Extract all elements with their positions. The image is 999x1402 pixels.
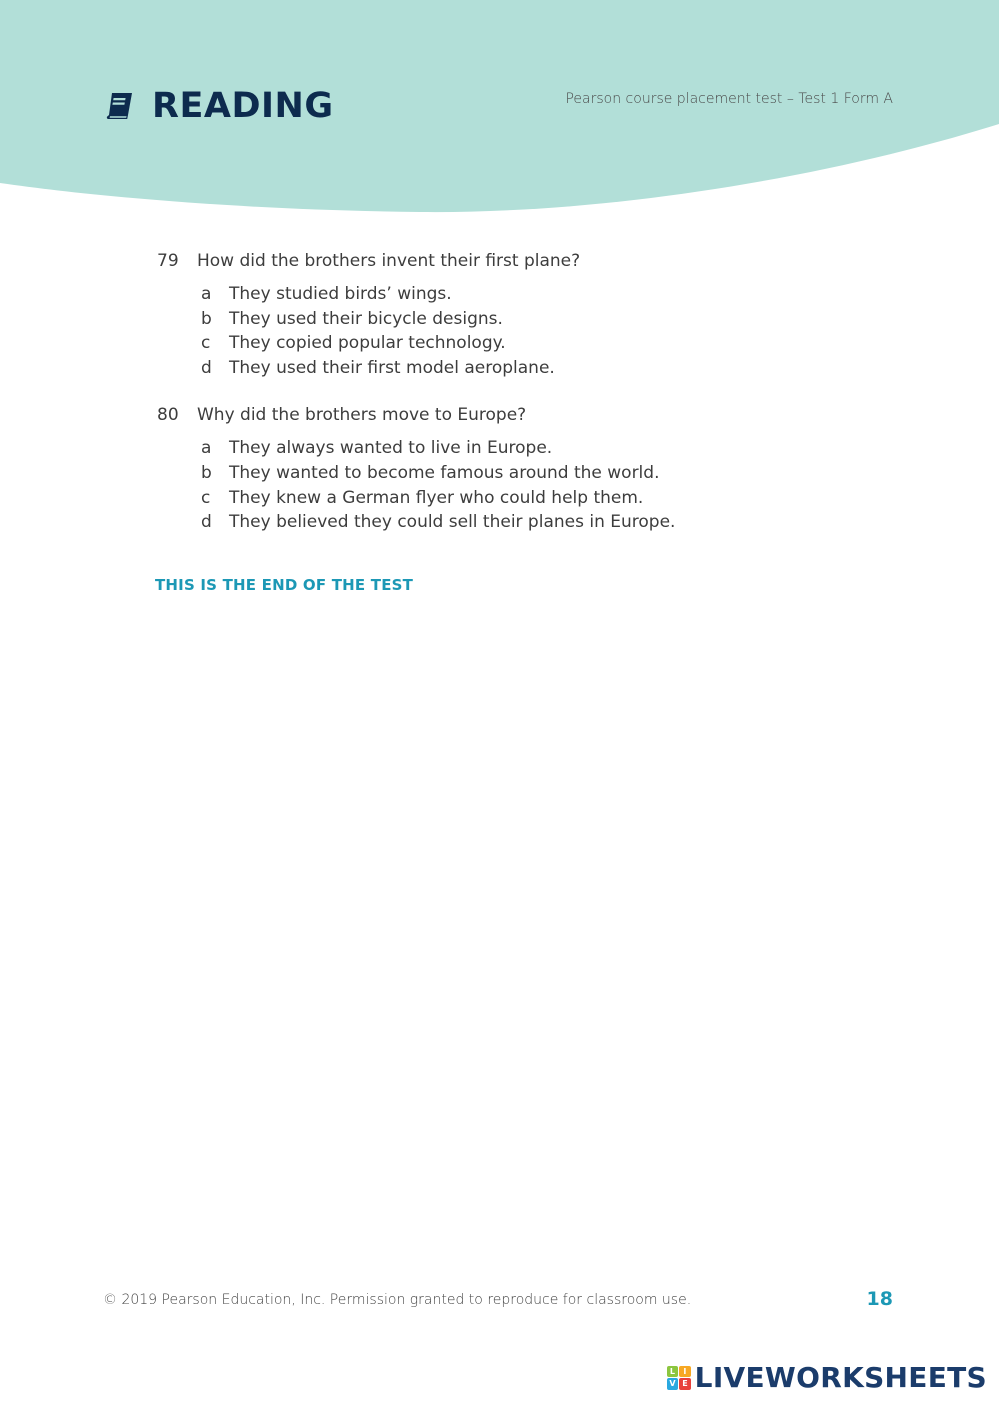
liveworksheets-watermark <box>667 1361 987 1394</box>
option-letter: c <box>201 487 211 508</box>
option-c[interactable] <box>201 486 877 511</box>
option-text: They used their first model aeroplane. <box>229 357 555 378</box>
option-c[interactable] <box>201 331 877 356</box>
question-80 <box>157 402 877 534</box>
section-heading: READING <box>152 86 334 126</box>
option-a[interactable] <box>201 282 877 307</box>
option-letter: d <box>201 512 212 533</box>
logo-letter-e: E <box>679 1378 691 1390</box>
option-d[interactable] <box>201 356 877 381</box>
option-text: They knew a German flyer who could help them. <box>229 487 644 508</box>
option-letter: b <box>201 308 212 329</box>
option-text: They studied birds’ wings. <box>229 284 452 304</box>
question-stem <box>157 402 877 428</box>
option-text: They copied popular technology. <box>229 333 506 354</box>
option-b[interactable] <box>201 461 877 486</box>
question-number: 80 <box>157 405 179 426</box>
option-letter: a <box>201 284 212 304</box>
question-stem <box>157 248 877 274</box>
option-text: They always wanted to live in Europe. <box>229 438 553 459</box>
option-a[interactable] <box>201 436 877 461</box>
footer-copyright: © 2019 Pearson Education, Inc. Permission granted to reproduce for classroom use. <box>103 1292 692 1308</box>
option-b[interactable] <box>201 307 877 332</box>
question-text: Why did the brothers move to Europe? <box>197 405 527 426</box>
liveworksheets-logo-icon <box>667 1366 691 1390</box>
option-text: They believed they could sell their planes in Europe. <box>229 512 676 533</box>
liveworksheets-wordmark: LIVEWORKSHEETS <box>694 1361 987 1394</box>
option-letter: a <box>201 438 212 459</box>
option-list <box>201 436 877 534</box>
option-text: They used their bicycle designs. <box>229 308 503 329</box>
book-icon <box>104 90 136 122</box>
section-title <box>104 86 334 126</box>
page-number: 18 <box>866 1288 893 1310</box>
option-d[interactable] <box>201 510 877 535</box>
end-of-test-notice: THIS IS THE END OF THE TEST <box>155 576 414 594</box>
logo-letter-v: V <box>667 1378 679 1390</box>
question-text: How did the brothers invent their first plane? <box>197 251 581 271</box>
question-list <box>157 248 877 557</box>
logo-letter-i: I <box>679 1366 691 1378</box>
option-letter: c <box>201 333 211 354</box>
option-letter: b <box>201 462 212 483</box>
option-letter: d <box>201 357 212 378</box>
question-79 <box>157 248 877 380</box>
question-number: 79 <box>157 251 179 271</box>
test-label: Pearson course placement test – Test 1 Form A <box>565 91 893 107</box>
option-list <box>201 282 877 380</box>
option-text: They wanted to become famous around the world. <box>229 462 660 483</box>
logo-letter-l: L <box>667 1366 679 1378</box>
